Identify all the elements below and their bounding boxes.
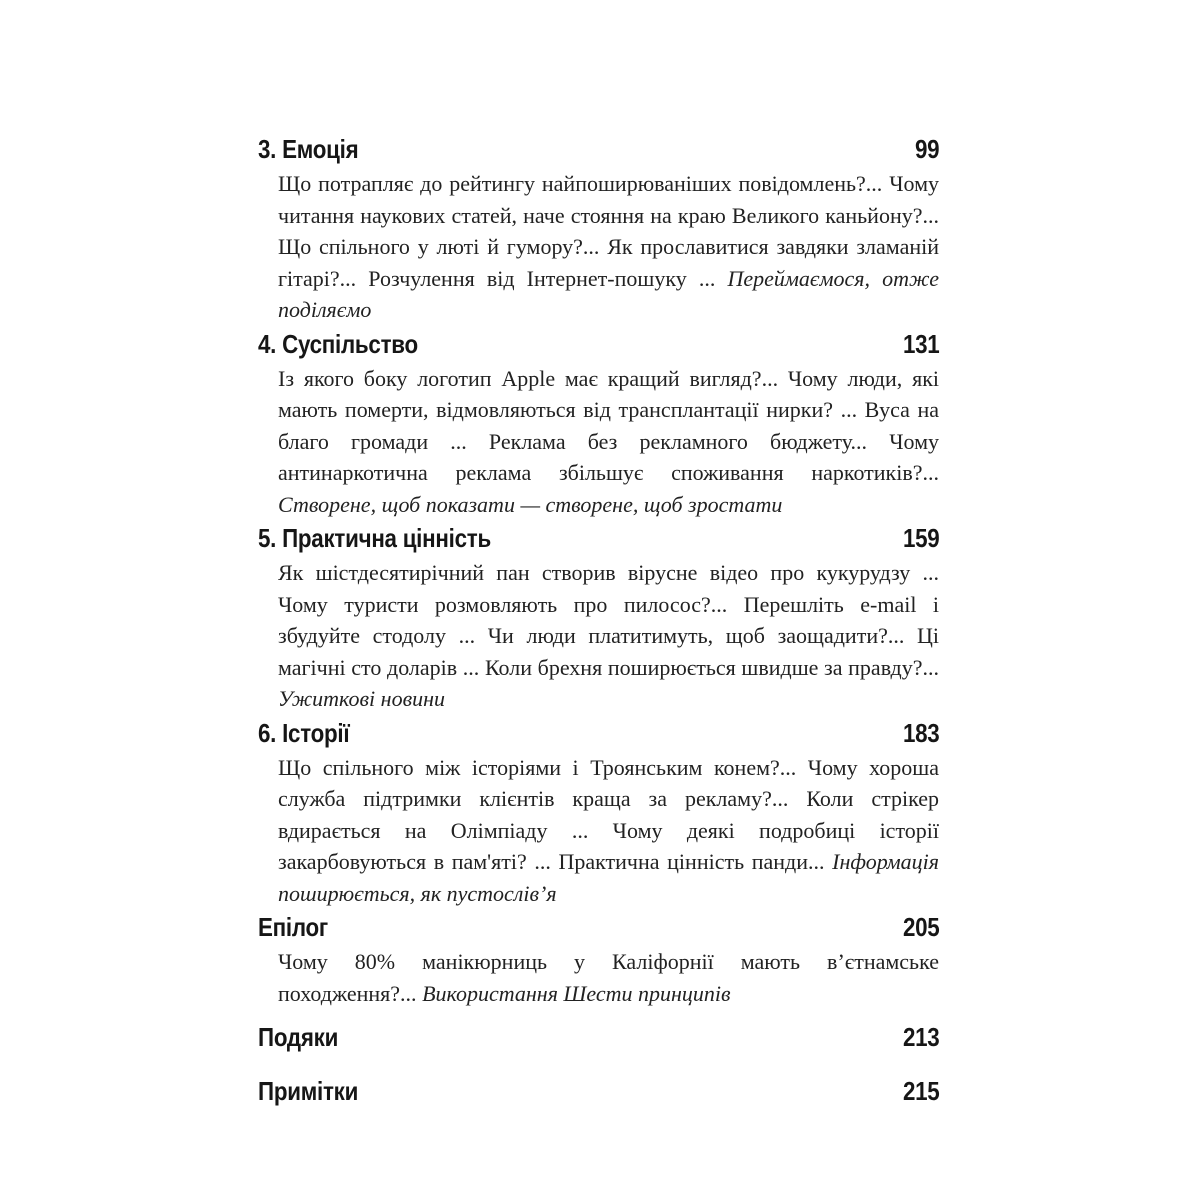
toc-entry-heading <box>258 133 939 166</box>
toc-entry-heading <box>258 717 939 750</box>
chapter-title: Подяки <box>258 1022 339 1052</box>
toc-entry <box>258 328 939 521</box>
toc-entry-heading <box>258 911 939 944</box>
chapter-page-number: 183 <box>902 717 939 748</box>
chapter-page-number: 213 <box>902 1022 939 1052</box>
table-of-contents <box>258 133 939 1129</box>
toc-entry-heading <box>258 328 939 361</box>
chapter-description <box>278 946 939 1009</box>
chapter-title: 4. Суспільство <box>258 328 418 359</box>
chapter-description <box>278 363 939 521</box>
toc-entry <box>258 522 939 715</box>
description-text: Як шістдесятирічний пан створив вірусне відео про кукурудзу ... Чому туристи розмовляють про пилосос?... Перешліть e-mail і збудуйте стодолу ... Чи люди платитимуть, щоб заощадити?... Ці магічні сто доларів ... Коли брехня поширюється швидше за правду?... <box>278 560 939 680</box>
description-subtitle-italic: Інформація поширюється, як пустослів’я <box>278 849 939 906</box>
description-text: Чому 80% манікюрниць у Каліфорнії мають в’єтнамське походження?... <box>278 949 939 1006</box>
chapter-page-number: 205 <box>902 912 939 942</box>
chapter-title: Епілог <box>258 912 328 942</box>
toc-entry-heading <box>258 522 939 555</box>
description-subtitle-italic: Ужиткові новини <box>278 686 446 711</box>
chapter-title: Примітки <box>258 1076 359 1106</box>
toc-entry <box>258 1075 939 1108</box>
toc-entry <box>258 717 939 910</box>
toc-entry-heading <box>258 1021 939 1054</box>
chapter-title: 6. Історії <box>258 717 350 748</box>
chapter-description <box>278 752 939 910</box>
description-subtitle-italic: Створене, щоб показати — створене, щоб зростати <box>278 491 783 517</box>
chapter-title: 3. Емоція <box>258 134 359 164</box>
description-subtitle-italic: Використання Шести принципів <box>422 980 731 1006</box>
description-text: Із якого боку логотип Apple має кращий вигляд?... Чому люди, які мають померти, відмовляються від трансплантації нирки? ... Вуса на благо громади ... Реклама без рекламного бюджету... Чому антинаркотична реклама збільшує споживання наркотиків?... <box>278 365 939 485</box>
chapter-page-number: 99 <box>914 134 939 164</box>
chapter-page-number: 131 <box>902 328 939 359</box>
chapter-page-number: 215 <box>902 1076 939 1106</box>
description-text: Що спільного між історіями і Троянським конем?... Чому хороша служба підтримки клієнтів краща за рекламу?... Коли стрікер вдирається на Олімпіаду ... Чому деякі подробиці історії закарбовуються в пам'яті? ... Практична цінність панди... <box>278 754 939 874</box>
toc-entry <box>258 133 939 326</box>
chapter-description <box>278 557 939 715</box>
chapter-title: 5. Практична цінність <box>258 523 491 553</box>
toc-entry-heading <box>258 1075 939 1108</box>
description-text: Що потрапляє до рейтингу найпоширюваніших повідомлень?... Чому читання наукових статей, наче стояння на краю Великого каньйону?... Що спільного у люті й гумору?... Як прославитися завдяки зламаній гітарі?... Розчулення від Інтернет-пошуку ... <box>278 171 939 291</box>
toc-entry <box>258 911 939 1009</box>
toc-entry <box>258 1021 939 1054</box>
chapter-description <box>278 168 939 326</box>
description-subtitle-italic: Переймаємося, отже поділяємо <box>278 265 939 322</box>
chapter-page-number: 159 <box>902 523 939 553</box>
